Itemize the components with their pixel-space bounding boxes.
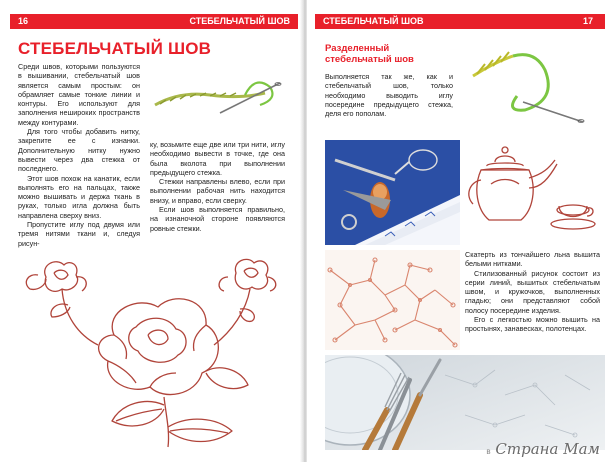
left-text-column-1 [18, 62, 140, 248]
paragraph: Этот шов похож на канатик, если выполнять его на пальцах, также можно вышивать и держа ткань в руках, только игла должна быть направлена сверху вниз. [18, 173, 140, 220]
left-page [0, 0, 303, 462]
embroidered-linen-pattern [325, 250, 460, 350]
photo-tablecloth-with-cutlery [325, 355, 605, 450]
left-header-title: СТЕБЕЛЬЧАТЫЙ ШОВ [189, 16, 290, 26]
left-page-header [10, 14, 298, 29]
right-page [307, 0, 610, 462]
paragraph: Его с легкостью можно вышить на простынях, занавесках, полотенцах. [465, 315, 600, 334]
watermark [486, 440, 600, 458]
paragraph: Выполняется так же, как и стебельчатый шов, только необходимо выводить иглу посередине предыдущего стежка, деля его пополам. [325, 72, 453, 119]
paragraph: Скатерть из тончайшего льна вышита белыми нитками. [465, 250, 600, 269]
stem-stitch-illustration [150, 65, 285, 135]
right-page-number: 17 [582, 16, 593, 26]
watermark-text: Страна Мам [495, 440, 600, 458]
watermark-prefix: в [486, 447, 491, 456]
teapot-embroidery-pattern [465, 140, 600, 235]
paragraph: Для того чтобы добавить нитку, закрепите ее с изнанки. Дополнительную нитку нужно вывести через два стежка от последнего. [18, 127, 140, 174]
paragraph: Стилизованный рисунок состоит из серии линий, вышитых стебельчатым швом, и кружочков, выполненных гладью; они представляют собой полосу посередине изделия. [465, 268, 600, 315]
section-subtitle: Разделенный стебельчатый шов [325, 43, 414, 65]
paragraph: Если шов выполняется правильно, на изнаночной стороне появляются ровные стежки. [150, 205, 285, 233]
photo-embroidery-tools [325, 140, 460, 245]
paragraph: ку, возьмите еще две или три нити, иглу необходимо вывести в точке, где она была вколота при выполнении предыдущего стежка. [150, 140, 285, 177]
intro-text [325, 72, 453, 118]
caption-text [465, 250, 600, 334]
rose-embroidery-pattern [18, 255, 293, 450]
right-header-title: СТЕБЕЛЬЧАТЫЙ ШОВ [323, 16, 424, 26]
left-page-number: 16 [18, 16, 29, 26]
paragraph: Стежки направлены влево, если при выполнении рабочая нить находится внизу, и вправо, если сверху. [150, 177, 285, 205]
left-text-column-2 [150, 140, 285, 233]
page-title: СТЕБЕЛЬЧАТЫЙ ШОВ [18, 39, 212, 58]
split-stitch-illustration [465, 40, 600, 130]
right-page-header [315, 14, 605, 29]
paragraph: Пропустите иглу под двумя или тремя нитями ткани и, следуя рисун- [18, 220, 140, 248]
paragraph: Среди швов, которыми пользуются в вышивании, стебельчатый шов является самым простым: он обрамляет самые тонкие линии и контуры. Его используют для заполнения нешироких пространств между контурами. [18, 62, 140, 127]
